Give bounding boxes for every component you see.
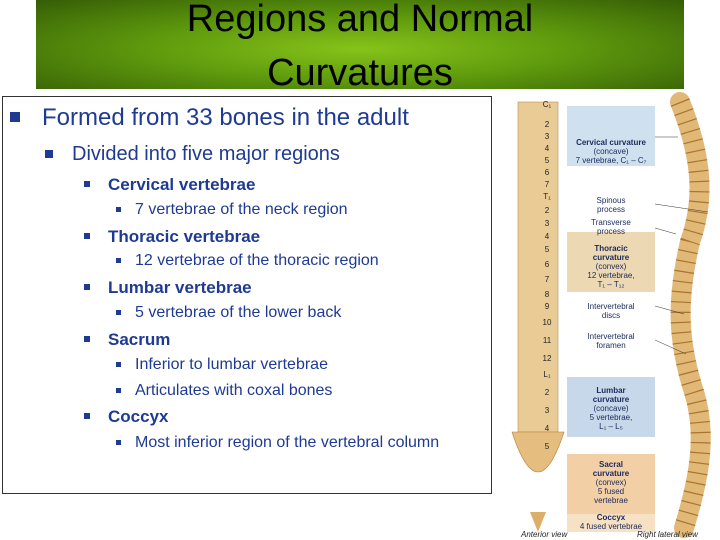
anterior-vertebrae: [512, 102, 564, 532]
bullet-sub-text: Divided into five major regions: [72, 143, 340, 165]
lateral-spine: [680, 102, 701, 528]
region-detail: [114, 304, 341, 322]
bullet-square-icon: [84, 233, 90, 239]
region-detail-text: Articulates with coxal bones: [135, 382, 333, 399]
vertebra-number: 7: [544, 275, 550, 284]
region-detail: [114, 356, 328, 374]
bullet-square-icon: [116, 440, 121, 445]
bullet-square-icon: [84, 336, 90, 342]
region-name: Sacrum: [108, 330, 171, 349]
spinous-process-label: Spinous process: [596, 196, 626, 214]
region-name: Coccyx: [108, 407, 169, 426]
vertebra-number: T₁: [543, 192, 551, 201]
region-name: Lumbar vertebrae: [108, 278, 252, 297]
bullet-square-icon: [116, 310, 121, 315]
region-detail-text: 7 vertebrae of the neck region: [135, 201, 348, 218]
bullet-square-icon: [116, 388, 121, 393]
anterior-view-label: Anterior view: [521, 530, 568, 539]
bullet-square-icon: [84, 413, 90, 419]
vertebra-number: 5: [544, 245, 550, 254]
vertebra-number: L₁: [543, 370, 551, 379]
bullet-square-icon: [116, 362, 121, 367]
vertebra-number: 5: [544, 156, 550, 165]
cervical-curvature-label: Cervical curvature (concave) 7 vertebrae, C₁ – C₇: [575, 138, 647, 165]
region-item: [82, 227, 260, 247]
title-line-2: Curvatures: [267, 52, 453, 94]
vertebra-number: 5: [544, 442, 550, 451]
region-detail-text: Most inferior region of the vertebral column: [135, 434, 440, 451]
bullet-square-icon: [84, 284, 90, 290]
region-item: [82, 175, 255, 195]
region-detail: [114, 434, 439, 452]
vertebra-number: 4: [544, 144, 550, 153]
vertebra-number: 4: [544, 424, 550, 433]
vertebra-number: 7: [544, 180, 550, 189]
region-detail: [114, 201, 348, 219]
region-detail-text: Inferior to lumbar vertebrae: [135, 356, 328, 373]
vertebra-number: 6: [544, 168, 550, 177]
vertebra-number: 2: [544, 388, 550, 397]
region-item: [82, 407, 168, 427]
vertebra-number: 6: [544, 260, 550, 269]
sacral-curvature-label: Sacral curvature (convex) 5 fused vertebrae: [592, 460, 630, 505]
vertebra-number: 2: [544, 206, 550, 215]
region-detail: [114, 252, 379, 270]
bullet-main-text: Formed from 33 bones in the adult: [42, 104, 409, 131]
region-name: Cervical vertebrae: [108, 175, 256, 194]
thoracic-curvature-label: Thoracic curvature (convex) 12 vertebrae, T₁ – T₁₂: [587, 244, 635, 289]
vertebra-number: 4: [544, 232, 550, 241]
bullet-square-icon: [45, 150, 53, 158]
coccyx-label: Coccyx 4 fused vertebrae: [579, 513, 643, 531]
bullet-square-icon: [116, 258, 121, 263]
vertebra-number: 12: [542, 354, 552, 363]
bullet-square-icon: [84, 181, 90, 187]
vertebra-number: 11: [542, 336, 552, 345]
region-detail-text: 5 vertebrae of the lower back: [135, 304, 342, 321]
title-line-1: Regions and Normal: [186, 0, 534, 40]
bullet-main: [8, 104, 409, 132]
vertebra-number: 8: [544, 290, 550, 299]
vertebra-number: 9: [544, 302, 550, 311]
vertebra-number: 3: [544, 219, 550, 228]
vertebra-number: 3: [544, 406, 550, 415]
slide-title: [36, 0, 684, 100]
region-item: [82, 330, 170, 350]
bullet-sub: [44, 143, 340, 166]
transverse-process-label: Transverse process: [591, 218, 631, 236]
intervertebral-foramen-label: Intervertebral foramen: [587, 332, 635, 350]
bullet-square-icon: [116, 207, 121, 212]
lateral-view-label: Right lateral view: [637, 530, 698, 539]
region-item: [82, 278, 252, 298]
region-name: Thoracic vertebrae: [108, 227, 261, 246]
region-detail-text: 12 vertebrae of the thoracic region: [135, 252, 379, 269]
vertebra-number: 2: [544, 120, 550, 129]
vertebra-number: C₁: [542, 100, 552, 109]
bullet-square-icon: [10, 112, 20, 122]
intervertebral-discs-label: Intervertebral discs: [587, 302, 635, 320]
vertebra-number: 3: [544, 132, 550, 141]
region-detail: [114, 382, 332, 400]
vertebra-number: 10: [542, 318, 552, 327]
lumbar-curvature-label: Lumbar curvature (concave) 5 vertebrae, L₁ – L₅: [589, 386, 633, 431]
